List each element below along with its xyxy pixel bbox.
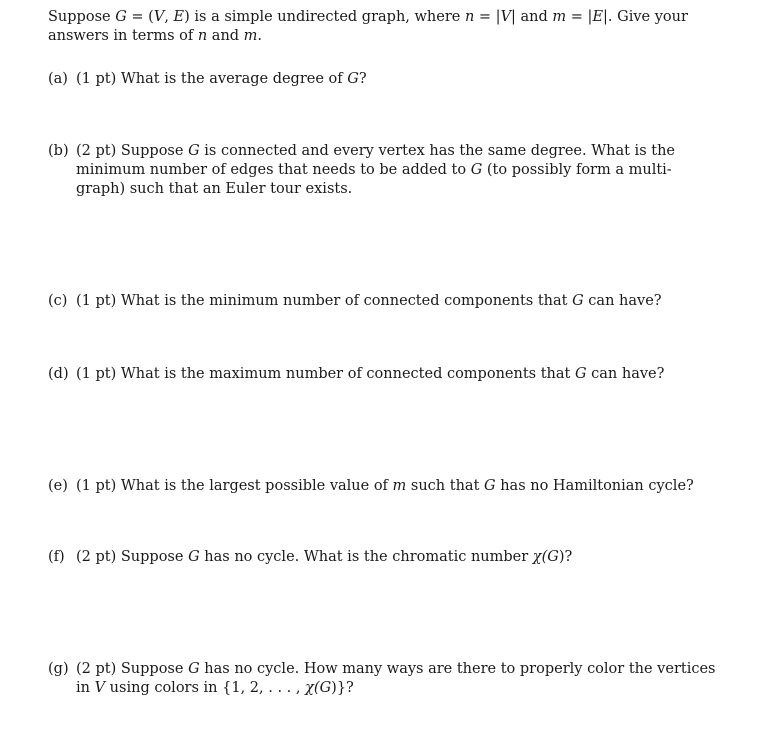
question-d (48, 365, 716, 384)
question-label: (g) (48, 661, 69, 677)
question-b (48, 142, 716, 199)
question-text: (2 pt) Suppose G has no cycle. How many ways are there to properly color the vertices in V using colors in {1, 2, . . . , χ(G)}? (76, 661, 716, 696)
question-text: (1 pt) What is the average degree of G? (76, 71, 367, 87)
question-label: (c) (48, 293, 68, 309)
question-text: (2 pt) Suppose G is connected and every vertex has the same degree. What is the minimum number of edges that needs to be added to G (to possibly form a multi-graph) such that an Euler tour exists. (76, 143, 675, 197)
question-label: (b) (48, 143, 69, 159)
question-label: (e) (48, 478, 68, 494)
question-f (48, 548, 716, 567)
question-text: (1 pt) What is the minimum number of connected components that G can have? (76, 293, 662, 309)
question-label: (f) (48, 549, 65, 565)
question-text: (1 pt) What is the largest possible value of m such that G has no Hamiltonian cycle? (76, 478, 694, 494)
question-a (48, 70, 716, 89)
intro-paragraph: Suppose G = (V, E) is a simple undirected graph, where n = |V| and m = |E|. Give your answers in terms of n and m. (48, 9, 688, 44)
question-e (48, 477, 716, 496)
question-g (48, 660, 716, 698)
question-text: (1 pt) What is the maximum number of connected components that G can have? (76, 366, 665, 382)
question-label: (a) (48, 71, 68, 87)
question-c (48, 292, 716, 311)
question-label: (d) (48, 366, 69, 382)
question-text: (2 pt) Suppose G has no cycle. What is the chromatic number χ(G)? (76, 549, 573, 565)
